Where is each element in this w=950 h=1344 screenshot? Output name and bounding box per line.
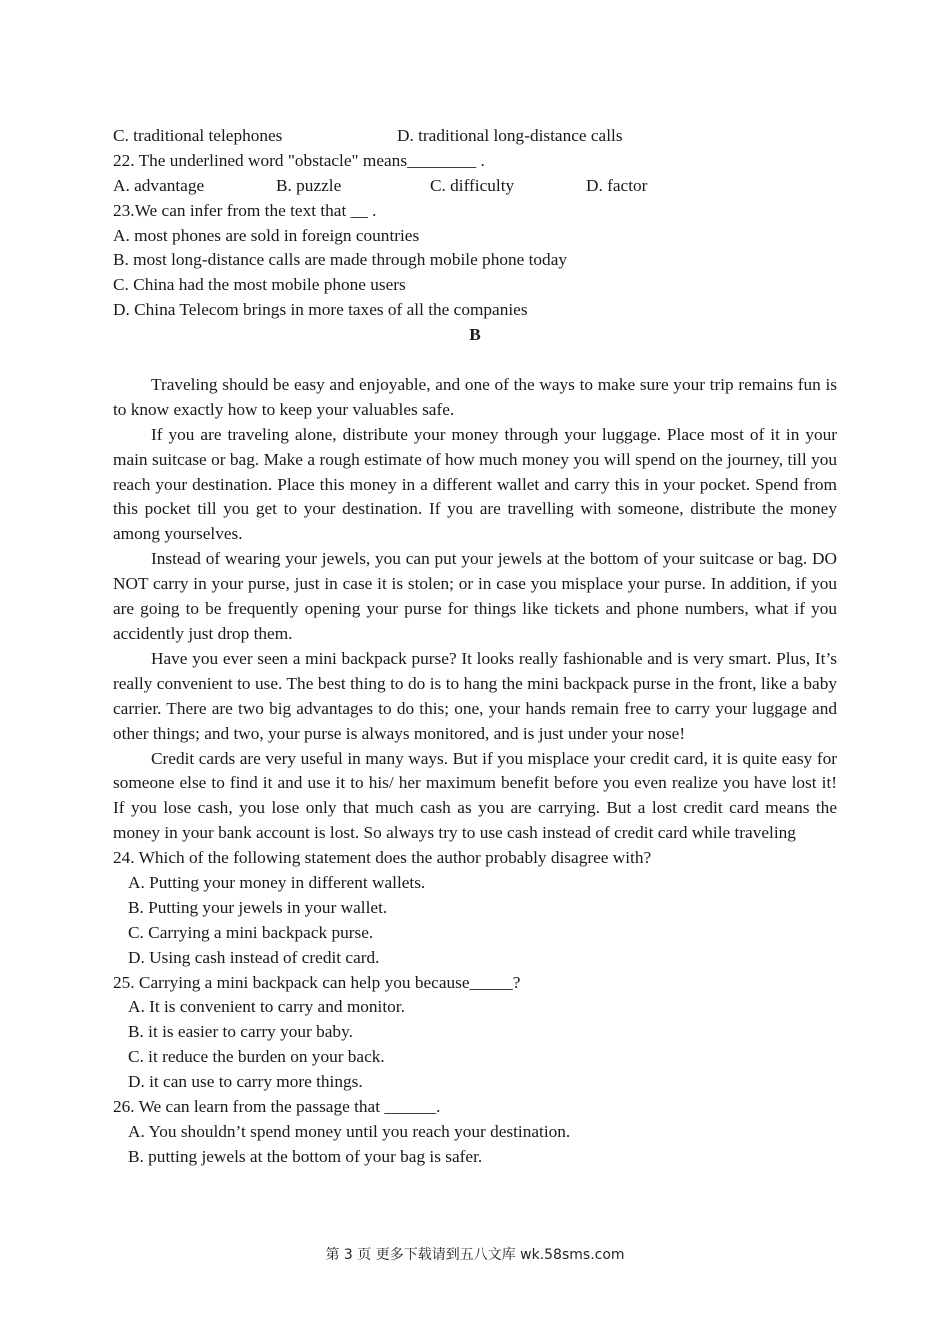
section-b-heading: B <box>469 325 481 345</box>
q26-stem: 26. We can learn from the passage that ______. <box>113 1097 441 1117</box>
q22-option-b: B. puzzle <box>276 175 342 195</box>
q22-option-d: D. factor <box>586 175 648 195</box>
q25-option-a: A. It is convenient to carry and monitor. <box>128 997 405 1017</box>
q25-option-d: D. it can use to carry more things. <box>128 1072 363 1092</box>
q24-option-b: B. Putting your jewels in your wallet. <box>128 897 388 917</box>
q22-options-row <box>113 174 837 199</box>
q22-option-a: A. advantage <box>113 175 205 195</box>
page-footer: 第 3 页 更多下载请到五八文库 wk.58sms.com <box>325 1247 625 1263</box>
q21-option-c: C. traditional telephones <box>113 126 283 145</box>
q26-option-b: B. putting jewels at the bottom of your bag is safer. <box>128 1146 483 1166</box>
q23-option-a: A. most phones are sold in foreign countries <box>113 225 420 245</box>
q25-stem: 25. Carrying a mini backpack can help you because_____? <box>113 972 521 992</box>
q26-option-a: A. You shouldn’t spend money until you reach your destination. <box>128 1121 571 1141</box>
q24-stem: 24. Which of the following statement does the author probably disagree with? <box>113 848 652 868</box>
q24-option-a: A. Putting your money in different wallets. <box>128 873 426 893</box>
q25-option-b: B. it is easier to carry your baby. <box>128 1022 353 1042</box>
document-page <box>113 124 837 1170</box>
passage-paragraph-2: If you are traveling alone, distribute your money through your luggage. Place most of it in your main suitcase or bag. Make a rough estimate of how much money you will spend on the journey, till you reach your destination. Place this money in a different wallet and carry this in your pocket. Spend from this pocket till you get to your destination. If you are travelling with someone, distribute the money among yourselves. <box>113 424 837 544</box>
q21-options-row <box>113 124 837 149</box>
q21-option-d: D. traditional long-distance calls <box>397 126 623 145</box>
q23-option-b: B. most long-distance calls are made through mobile phone today <box>113 250 568 270</box>
passage-paragraph-5: Credit cards are very useful in many ways. But if you misplace your credit card, it is quite easy for someone else to find it and use it to his/ her maximum benefit before you even realize you have lost it! If you lose cash, you lose only that much cash as you are carrying. But a lost credit card means the money in your bank account is lost. So always try to use cash instead of credit card while traveling <box>113 748 837 843</box>
q24-option-d: D. Using cash instead of credit card. <box>128 947 380 967</box>
q23-option-c: C. China had the most mobile phone users <box>113 275 406 295</box>
q25-option-c: C. it reduce the burden on your back. <box>128 1047 385 1067</box>
passage-paragraph-1: Traveling should be easy and enjoyable, and one of the ways to make sure your trip remains fun is to know exactly how to keep your valuables safe. <box>113 374 837 419</box>
q23-stem: 23.We can infer from the text that __ . <box>113 200 377 220</box>
section-spacer <box>113 348 837 373</box>
q23-option-d: D. China Telecom brings in more taxes of all the companies <box>113 300 528 320</box>
passage-paragraph-3: Instead of wearing your jewels, you can put your jewels at the bottom of your suitcase or bag. DO NOT carry in your purse, just in case it is stolen; or in case you misplace your purse. In addition, if you are going to be frequently opening your purse for things like tickets and phone numbers, what if you accidently just drop them. <box>113 549 837 643</box>
q22-option-c: C. difficulty <box>430 175 515 195</box>
passage-paragraph-4: Have you ever seen a mini backpack purse? It looks really fashionable and is very smart. Plus, It’s really convenient to use. The best thing to do is to hang the mini backpack purse in the front, like a baby carrier. There are two big advantages to do this; one, your hands remain free to carry your luggage and other things; and two, your purse is always monitored, and is just under your nose! <box>113 648 837 743</box>
q24-option-c: C. Carrying a mini backpack purse. <box>128 922 374 942</box>
q22-stem: 22. The underlined word "obstacle" means________ . <box>113 150 485 170</box>
